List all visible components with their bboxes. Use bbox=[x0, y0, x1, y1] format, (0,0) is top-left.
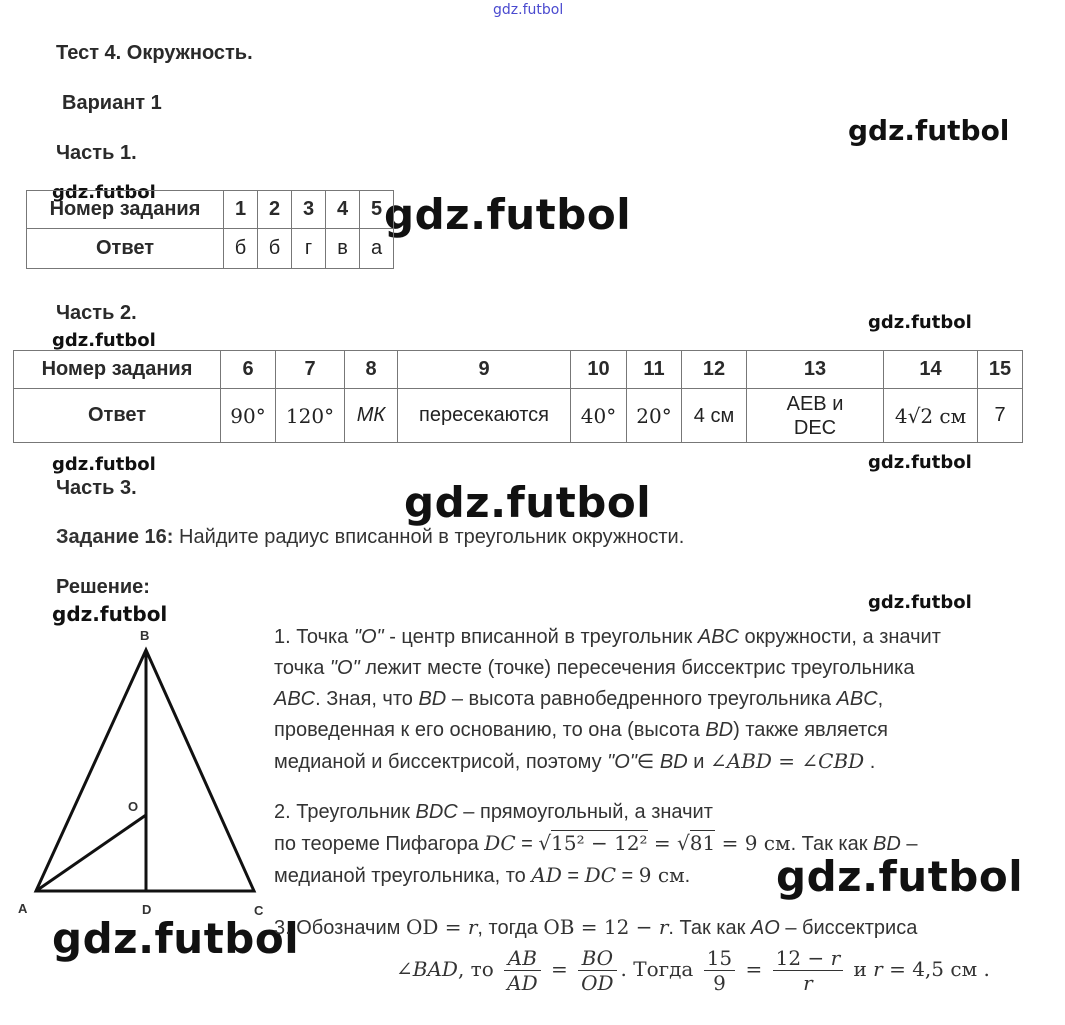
watermark: gdz.futbol bbox=[52, 330, 156, 351]
watermark-top: gdz.futbol bbox=[493, 2, 564, 18]
answer-cell: 4 см bbox=[682, 389, 747, 443]
answer-cell: МК bbox=[345, 389, 398, 443]
vertex-label: O bbox=[128, 799, 139, 814]
task-number: 11 bbox=[627, 351, 682, 389]
answer-cell: 120° bbox=[276, 389, 345, 443]
part1-heading: Часть 1. bbox=[56, 142, 137, 164]
answer-cell: 4√2 см bbox=[884, 389, 978, 443]
triangle-figure bbox=[14, 625, 276, 920]
task-number: 13 bbox=[747, 351, 884, 389]
watermark: gdz.futbol bbox=[776, 852, 1024, 901]
answer-cell: 40° bbox=[571, 389, 627, 443]
part2-heading: Часть 2. bbox=[56, 302, 137, 324]
part2-table bbox=[13, 350, 1023, 443]
task-number: 15 bbox=[978, 351, 1023, 389]
task-label: Задание 16: bbox=[56, 526, 174, 548]
task-number: 5 bbox=[360, 191, 394, 229]
task-number: 7 bbox=[276, 351, 345, 389]
answer-cell: г bbox=[292, 229, 326, 269]
answer-cell: а bbox=[360, 229, 394, 269]
watermark: gdz.futbol bbox=[868, 592, 972, 613]
answer-cell: АЕВ и DEC bbox=[747, 389, 884, 443]
watermark: gdz.futbol bbox=[868, 452, 972, 473]
task-number: 9 bbox=[398, 351, 571, 389]
watermark: gdz.futbol bbox=[404, 478, 652, 527]
part3-heading: Часть 3. bbox=[56, 477, 137, 499]
watermark: gdz.futbol bbox=[52, 182, 156, 203]
task-number: 2 bbox=[258, 191, 292, 229]
task-text: Найдите радиус вписанной в треугольник окружности. bbox=[179, 526, 685, 548]
table-row-label: Номер задания bbox=[27, 191, 224, 229]
solution-step-3: 3. Обозначим OD = r, тогда OB = 12 − r. Так как AO – биссектриса bbox=[274, 915, 918, 939]
solution-formula: ∠BAD, то $\frac{AB}{AD}$ = $\frac{BO}{OD}$ . Тогда $\frac{15}{9}$ = $\frac{12 - r}{r}$ и r = 4,5 см . bbox=[396, 946, 990, 995]
task-number: 3 bbox=[292, 191, 326, 229]
solution-label: Решение: bbox=[56, 576, 150, 598]
vertex-label: D bbox=[142, 902, 152, 917]
watermark: gdz.futbol bbox=[848, 114, 1010, 147]
task-number: 8 bbox=[345, 351, 398, 389]
task-number: 1 bbox=[224, 191, 258, 229]
table-row-label: Номер задания bbox=[14, 351, 221, 389]
answer-cell: пересекаются bbox=[398, 389, 571, 443]
answer-cell: 7 bbox=[978, 389, 1023, 443]
watermark: gdz.futbol bbox=[52, 602, 168, 626]
vertex-label: C bbox=[254, 903, 264, 918]
task-number: 14 bbox=[884, 351, 978, 389]
answer-cell: б bbox=[258, 229, 292, 269]
solution-step-1: 1. Точка "О" - центр вписанной в треугольник ABC окружности, а значит точка "О" лежит месте (точке) пересечения биссектрис треугольника ABC. Зная, что BD – высота равнобедренного треугольника ABC, проведенная к его основанию, то она (высота BD) также является медианой и биссектрисой, поэтому "О"∈ BD и ∠ABD = ∠CBD . bbox=[274, 626, 941, 773]
page-title: Тест 4. Окружность. bbox=[56, 42, 253, 64]
task-16 bbox=[56, 526, 684, 549]
table-row-label: Ответ bbox=[14, 389, 221, 443]
task-number: 12 bbox=[682, 351, 747, 389]
answer-cell: в bbox=[326, 229, 360, 269]
answer-cell: б bbox=[224, 229, 258, 269]
watermark: gdz.futbol bbox=[384, 190, 632, 239]
answer-cell: 20° bbox=[627, 389, 682, 443]
variant-title: Вариант 1 bbox=[62, 92, 162, 114]
vertex-label: B bbox=[140, 628, 150, 643]
watermark: gdz.futbol bbox=[52, 454, 156, 475]
table-row-label: Ответ bbox=[27, 229, 224, 269]
task-number: 10 bbox=[571, 351, 627, 389]
watermark: gdz.futbol bbox=[52, 914, 300, 963]
solution-step-2: 2. Треугольник BDC – прямоугольный, а значит по теореме Пифагора DC = √15² − 12² = √81 = 9 см. Так как BD – медианой треугольника, то AD = DC = 9 см. bbox=[274, 801, 918, 887]
part1-table bbox=[26, 190, 394, 269]
watermark: gdz.futbol bbox=[868, 312, 972, 333]
vertex-label: A bbox=[18, 901, 28, 916]
answer-cell: 90° bbox=[221, 389, 276, 443]
task-number: 4 bbox=[326, 191, 360, 229]
task-number: 6 bbox=[221, 351, 276, 389]
